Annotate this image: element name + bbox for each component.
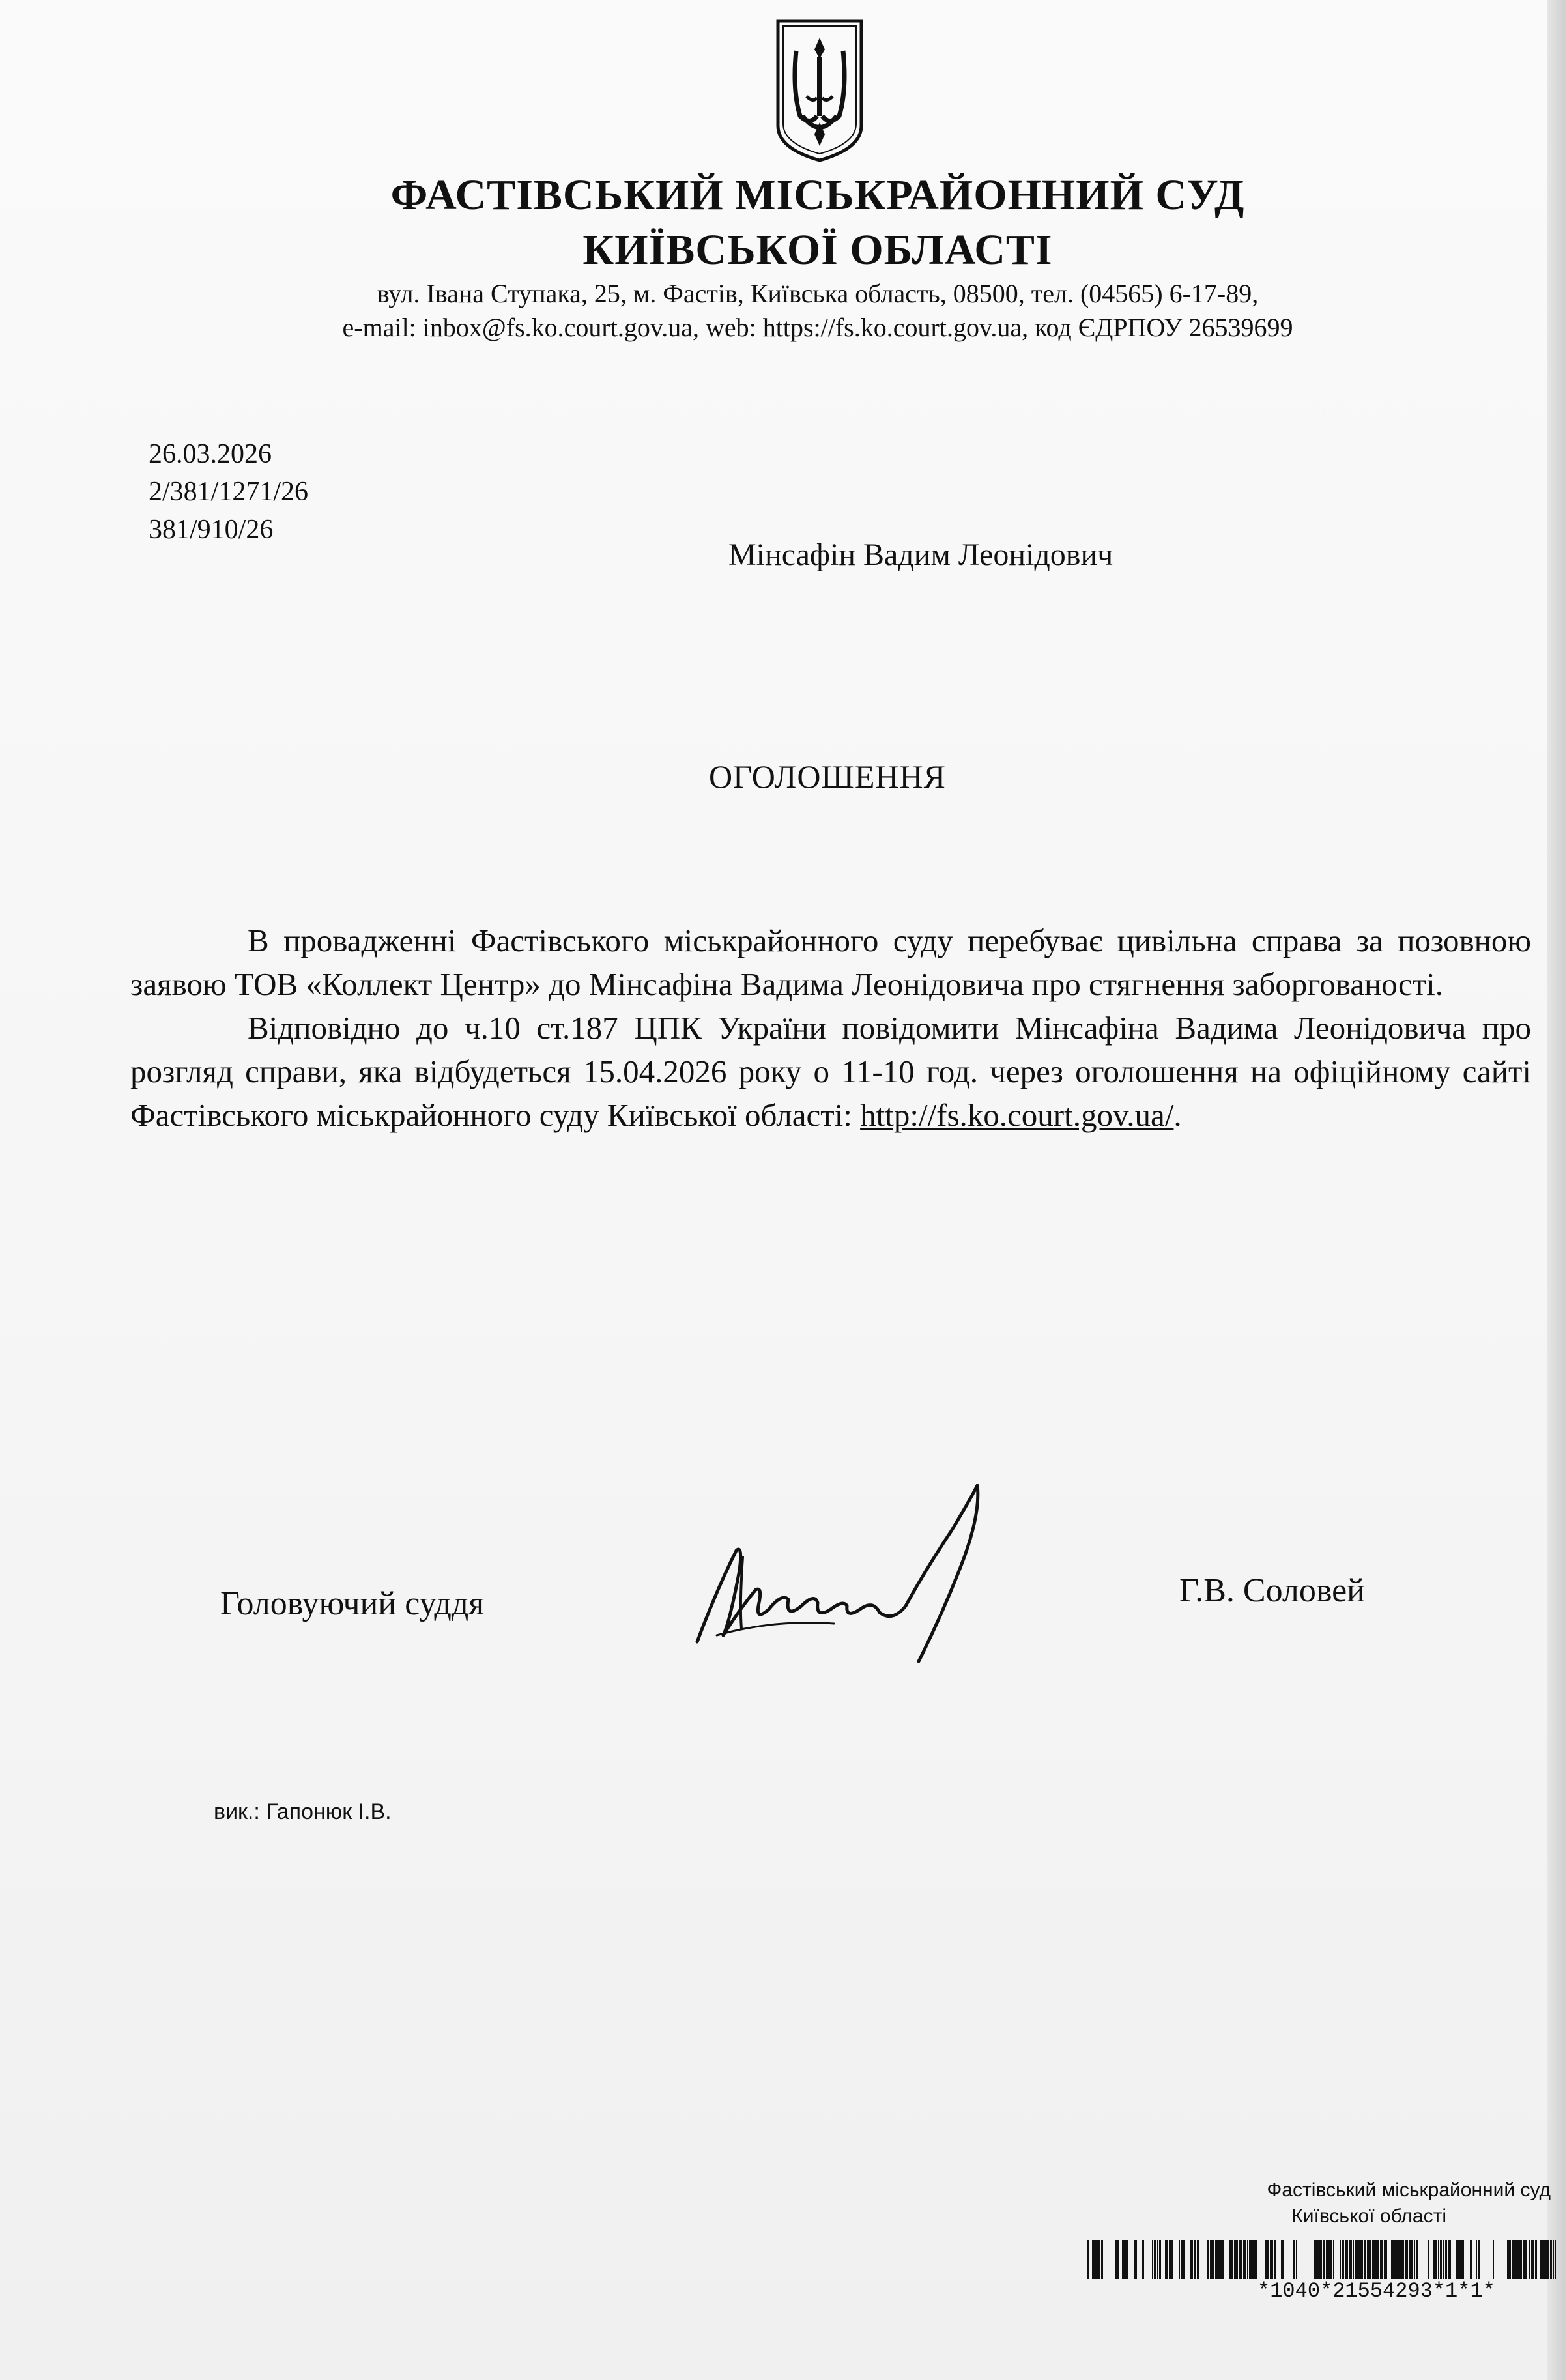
barcode-bar [1333, 2240, 1334, 2279]
barcode-bar [1535, 2240, 1537, 2279]
barcode-bar [1433, 2240, 1437, 2279]
barcode-bar [1270, 2240, 1273, 2279]
barcode-icon [1087, 2240, 1557, 2279]
court-stamp [1042, 2177, 1551, 2229]
barcode-bar [1247, 2240, 1248, 2279]
court-name-line2: КИЇВСЬКОЇ ОБЛАСТІ [582, 226, 1053, 274]
barcode-bar [1391, 2240, 1396, 2279]
barcode-bar [1478, 2240, 1480, 2279]
barcode-bar [1330, 2240, 1332, 2279]
barcode-bar [1169, 2240, 1173, 2279]
barcode-bar [1523, 2240, 1527, 2279]
barcode-bar [1220, 2240, 1224, 2279]
signer-role: Головуючий суддя [220, 1585, 485, 1622]
barcode-bar [1531, 2240, 1534, 2279]
reference-number-2: 381/910/26 [149, 515, 274, 545]
barcode-bar [1405, 2240, 1408, 2279]
barcode-bar [1493, 2240, 1494, 2279]
barcode-bar [1470, 2240, 1472, 2279]
barcode-bar [1181, 2240, 1185, 2279]
barcode-bar [1555, 2240, 1556, 2279]
barcode-bar [1349, 2240, 1352, 2279]
barcode-bar [1553, 2240, 1554, 2279]
handwritten-signature-icon [678, 1472, 1029, 1681]
barcode-bar [1317, 2240, 1319, 2279]
barcode-bar [1396, 2240, 1400, 2279]
body-paragraph-2-end: . [1173, 1097, 1182, 1133]
barcode-bar [1234, 2240, 1238, 2279]
barcode-bar [1265, 2240, 1269, 2279]
barcode-bar [1154, 2240, 1156, 2279]
page-edge-shadow [1547, 0, 1565, 2380]
barcode-bar [1514, 2240, 1519, 2279]
barcode-bar [1456, 2240, 1459, 2279]
barcode-bar [1375, 2240, 1379, 2279]
judge-name: Г.В. Соловей [1179, 1572, 1365, 1609]
barcode-bar [1210, 2240, 1214, 2279]
barcode-bar [1296, 2240, 1297, 2279]
barcode-bar [1101, 2240, 1103, 2279]
barcode-bar [1122, 2240, 1127, 2279]
barcode-bar [1179, 2240, 1180, 2279]
barcode-bar [1097, 2240, 1100, 2279]
barcode-bar [1353, 2240, 1354, 2279]
barcode-bar [1372, 2240, 1375, 2279]
body-paragraph-2 [130, 1006, 1531, 1137]
barcode-bar [1157, 2240, 1158, 2279]
reference-number-1: 2/381/1271/26 [149, 477, 309, 507]
barcode-bar [1190, 2240, 1193, 2279]
barcode-bar [1438, 2240, 1439, 2279]
document-date: 26.03.2026 [149, 439, 272, 469]
address-line2: e-mail: inbox@fs.ko.court.gov.ua, web: https://fs.ko.court.gov.ua, код ЄДРПОУ 26539699 [342, 313, 1293, 342]
barcode-bar [1274, 2240, 1276, 2279]
barcode-bar [1319, 2240, 1322, 2279]
barcode-bar [1409, 2240, 1413, 2279]
barcode-bar [1529, 2240, 1530, 2279]
barcode-bar [1380, 2240, 1383, 2279]
barcode-bar [1229, 2240, 1231, 2279]
barcode-bar [1281, 2240, 1284, 2279]
barcode-number: *1040*21554293*1*1* [1257, 2279, 1495, 2303]
barcode-bar [1342, 2240, 1344, 2279]
barcode-bar [1159, 2240, 1161, 2279]
barcode-bar [1340, 2240, 1341, 2279]
barcode-bar [1550, 2240, 1552, 2279]
court-name [0, 168, 1565, 278]
barcode-bar [1127, 2240, 1128, 2279]
stamp-line2: Київської області [1291, 2205, 1446, 2227]
barcode-bar [1252, 2240, 1256, 2279]
barcode-bar [1476, 2240, 1477, 2279]
barcode-bar [1445, 2240, 1447, 2279]
barcode-bar [1358, 2240, 1363, 2279]
barcode-bar [1092, 2240, 1095, 2279]
barcode-bar [1355, 2240, 1358, 2279]
barcode-bar [1323, 2240, 1325, 2279]
barcode-bar [1256, 2240, 1257, 2279]
court-website-link[interactable]: http://fs.ko.court.gov.ua/ [860, 1097, 1174, 1133]
barcode-bar [1293, 2240, 1295, 2279]
barcode-bar [1165, 2240, 1168, 2279]
document-meta [149, 435, 308, 549]
address-line1: вул. Івана Ступака, 25, м. Фастів, Київська область, 08500, тел. (04565) 6-17-89, [377, 279, 1259, 308]
court-address [0, 277, 1565, 345]
barcode-bar [1239, 2240, 1241, 2279]
barcode-bar [1545, 2240, 1549, 2279]
document-title: ОГОЛОШЕННЯ [709, 758, 946, 795]
barcode-bar [1443, 2240, 1444, 2279]
barcode-bar [1414, 2240, 1415, 2279]
court-name-line1: ФАСТІВСЬКИЙ МІСЬКРАЙОННИЙ СУД [390, 171, 1245, 219]
barcode-bar [1384, 2240, 1387, 2279]
barcode-bar [1087, 2240, 1089, 2279]
executor-note: вик.: Гапонюк І.В. [214, 1799, 392, 1824]
barcode-bar [1231, 2240, 1233, 2279]
barcode-bar [1249, 2240, 1252, 2279]
barcode-bar [1459, 2240, 1464, 2279]
barcode-bar [1134, 2240, 1137, 2279]
body-paragraph-1: В провадженні Фастівського міськрайонного суду перебуває цивільна справа за позовною заявою ТОВ «Коллект Центр» до Мінсафіна Вадима Леонідовича про стягнення заборгованості. [130, 923, 1531, 1002]
body-paragraph-2-text: Відповідно до ч.10 ст.187 ЦПК України повідомити Мінсафіна Вадима Леонідовича про розгляд справи, яка відбудеться 15.04.2026 року о 11-10 год. через оголошення на офіційному сайті Фастівського міськрайонного суду Київської області: [130, 1010, 1531, 1133]
barcode-bar [1241, 2240, 1242, 2279]
barcode-bar [1314, 2240, 1317, 2279]
barcode-bar [1440, 2240, 1442, 2279]
barcode-bar [1428, 2240, 1429, 2279]
barcode-bar [1507, 2240, 1511, 2279]
barcode-bar [1142, 2240, 1144, 2279]
barcode-bar [1194, 2240, 1196, 2279]
barcode-bar [1207, 2240, 1209, 2279]
addressee: Мінсафін Вадим Леонідович [728, 538, 1113, 572]
trident-coat-of-arms-icon [774, 18, 865, 163]
barcode-bar [1364, 2240, 1366, 2279]
document-body [130, 919, 1531, 1137]
barcode-bar [1416, 2240, 1418, 2279]
barcode-bar [1197, 2240, 1199, 2279]
barcode-bar [1115, 2240, 1119, 2279]
barcode-bar [1243, 2240, 1246, 2279]
barcode-bar [1540, 2240, 1545, 2279]
barcode-bar [1215, 2240, 1220, 2279]
barcode-bar [1512, 2240, 1514, 2279]
barcode-bar [1326, 2240, 1330, 2279]
barcode-bar [1095, 2240, 1097, 2279]
barcode-bar [1345, 2240, 1348, 2279]
barcode-bar [1400, 2240, 1404, 2279]
barcode-bar [1519, 2240, 1522, 2279]
barcode-bar [1152, 2240, 1153, 2279]
stamp-line1: Фастівський міськрайонний суд [1267, 2179, 1551, 2201]
barcode-bar [1448, 2240, 1451, 2279]
barcode-bar [1367, 2240, 1371, 2279]
